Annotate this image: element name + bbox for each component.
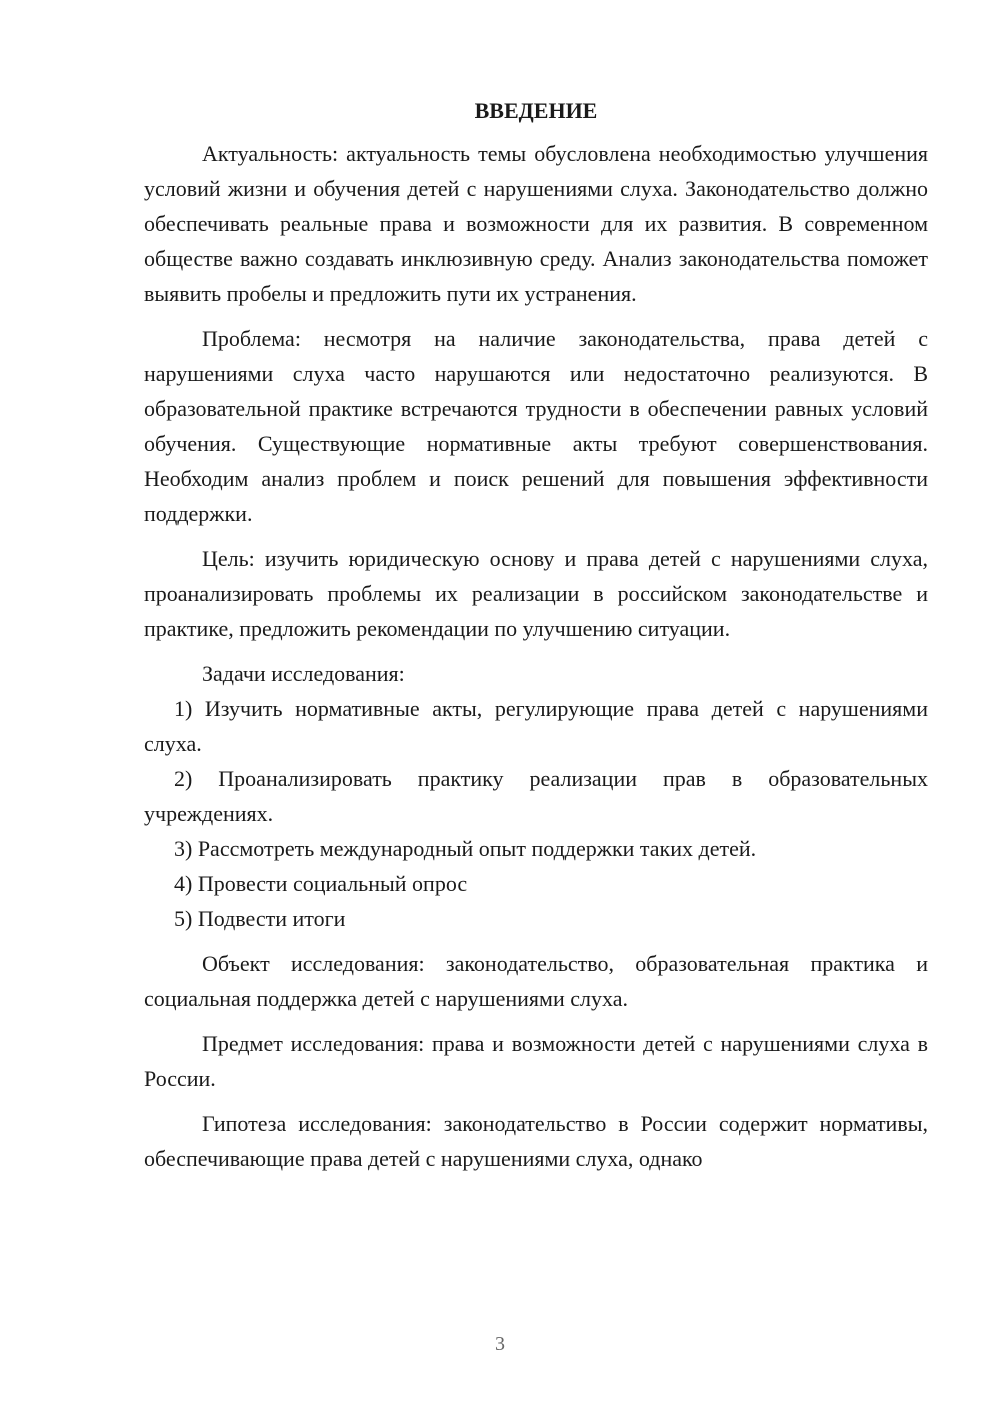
task-item-5: 5) Подвести итоги (174, 906, 346, 931)
tasks-heading: Задачи исследования: (202, 661, 405, 686)
section-title: ВВЕДЕНИЕ (474, 98, 598, 123)
task-item-4: 4) Провести социальный опрос (174, 871, 468, 896)
paragraph-hypothesis: Гипотеза исследования: законодательство в России содержит нормативы, обеспечивающие права детей с нарушениями слуха, однако (144, 1111, 928, 1171)
task-item-3: 3) Рассмотреть международный опыт поддержки таких детей. (174, 836, 757, 861)
task-item-2: 2) Проанализировать практику реализации прав в образовательных учреждениях. (144, 766, 928, 826)
paragraph-relevance: Актуальность: актуальность темы обусловлена необходимостью улучшения условий жизни и обучения детей с нарушениями слуха. Законодательство должно обеспечивать реальные права и возможности для их развития. В современном обществе важно создавать инклюзивную среду. Анализ законодательства поможет выявить пробелы и предложить пути их устранения. (144, 141, 928, 306)
paragraph-goal: Цель: изучить юридическую основу и права детей с нарушениями слуха, проанализировать проблемы их реализации в российском законодательстве и практике, предложить рекомендации по улучшению ситуации. (144, 546, 928, 641)
paragraph-object: Объект исследования: законодательство, образовательная практика и социальная поддержка детей с нарушениями слуха. (144, 951, 928, 1011)
task-item-1: 1) Изучить нормативные акты, регулирующие права детей с нарушениями слуха. (144, 696, 928, 756)
paragraph-problem: Проблема: несмотря на наличие законодательства, права детей с нарушениями слуха часто нарушаются или недостаточно реализуются. В образовательной практике встречаются трудности в обеспечении равных условий обучения. Существующие нормативные акты требуют совершенствования. Необходим анализ проблем и поиск решений для повышения эффективности поддержки. (144, 326, 928, 526)
paragraph-subject: Предмет исследования: права и возможности детей с нарушениями слуха в России. (144, 1031, 928, 1091)
page-number: 3 (495, 1333, 505, 1355)
page-content (144, 96, 928, 1176)
